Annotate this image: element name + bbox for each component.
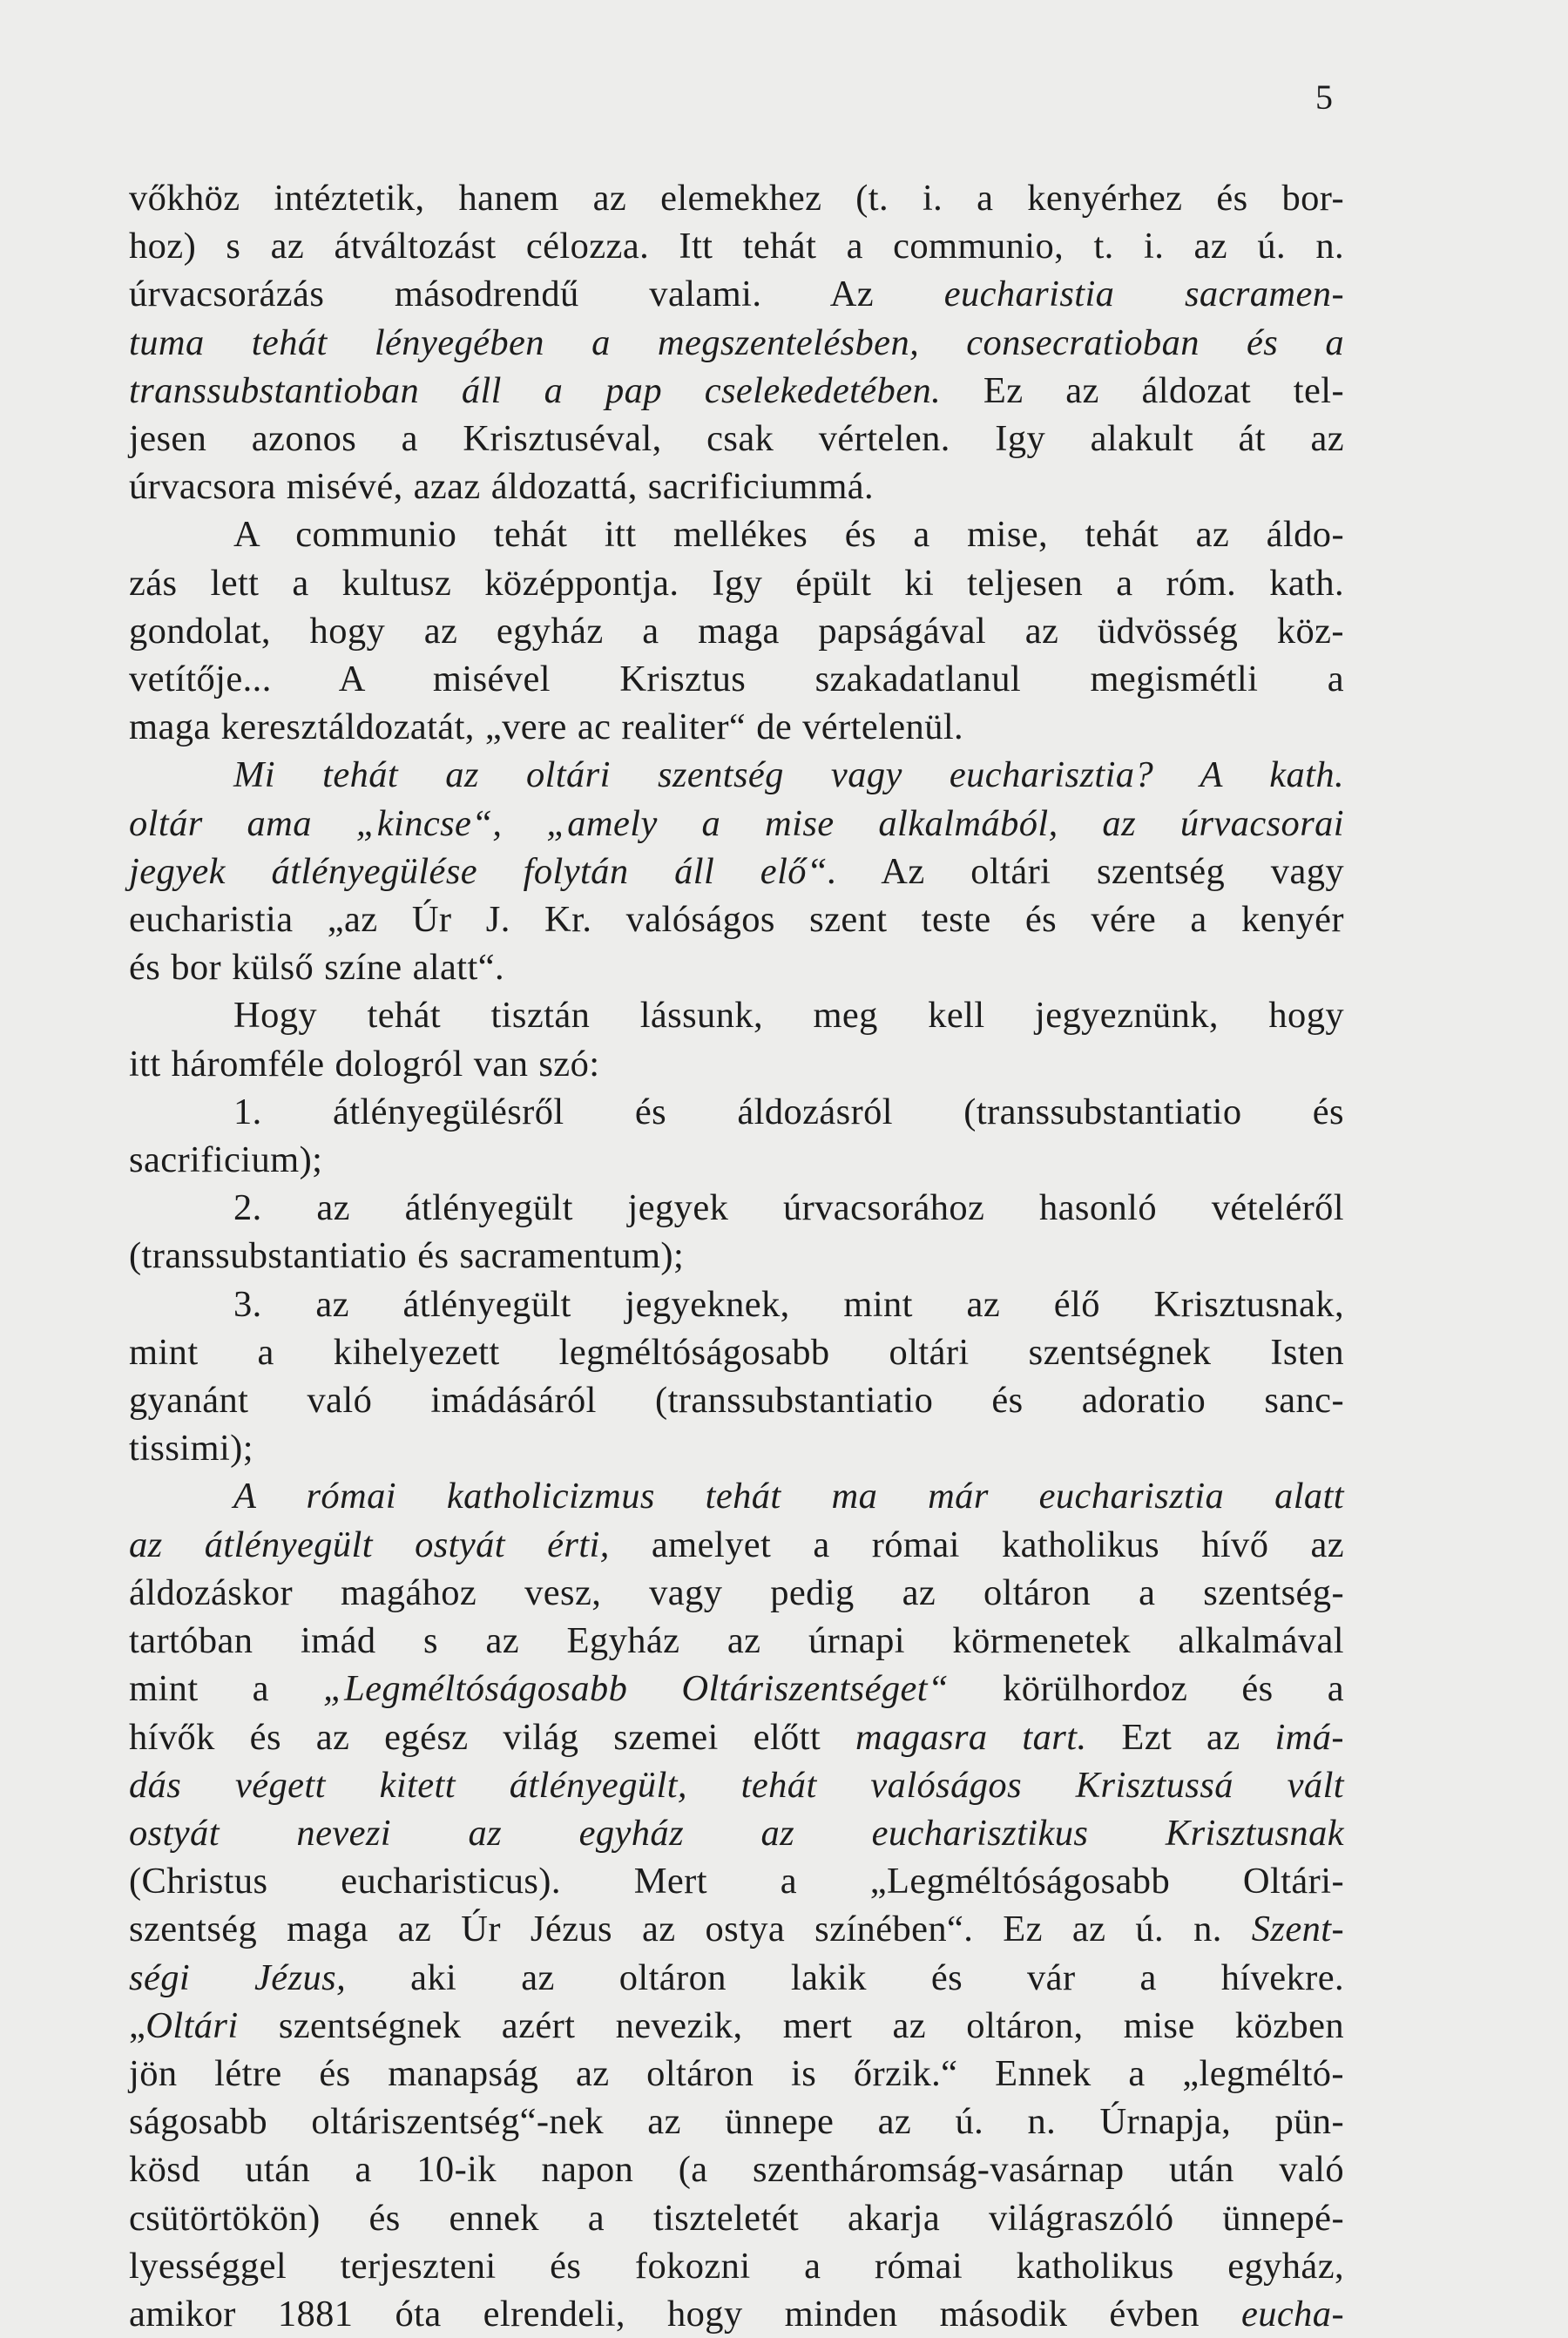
text-line [129, 1088, 1344, 1136]
text-line [129, 2002, 1344, 2050]
text-run: szentség maga az Úr Jézus az ostya színében“. Ez az ú. n. [129, 1909, 1252, 1950]
text-run: hívők és az egész világ szemei előtt [129, 1716, 855, 1758]
text-line [129, 415, 1344, 463]
text-line [129, 800, 1344, 848]
italic-text: „Legméltóságosabb Oltáriszentséget“ [323, 1668, 950, 1710]
text-line [129, 1232, 1344, 1280]
text-run: tissimi); [129, 1428, 253, 1470]
text-line [129, 270, 1344, 318]
text-line [129, 510, 1344, 558]
text-run: Ez az áldozat tel- [941, 369, 1344, 411]
text-line [129, 703, 1344, 751]
italic-text: tuma tehát lényegében a megszentelésben, consecratioban és a [129, 321, 1344, 363]
text-run: Az oltári szentség vagy [837, 850, 1345, 892]
text-run: aki az oltáron lakik és vár a hívekre. [346, 1956, 1344, 1998]
text-line [129, 1376, 1344, 1424]
text-line [129, 174, 1344, 222]
italic-text: eucha- [1240, 2293, 1344, 2335]
text-line [129, 559, 1344, 607]
text-line [129, 2098, 1344, 2145]
text-line [129, 1569, 1344, 1617]
text-line [129, 751, 1344, 799]
italic-text: az átlényegült ostyát érti, [129, 1524, 610, 1565]
text-line [129, 1328, 1344, 1376]
text-line [129, 1136, 1344, 1184]
text-run: körülhordoz és a [949, 1668, 1344, 1710]
text-run: amelyet a római katholikus hívő az [609, 1524, 1345, 1565]
text-run: úrvacsora misévé, azaz áldozattá, sacrificiummá. [129, 466, 875, 508]
text-line [129, 1713, 1344, 1761]
text-run: ságosabb oltáriszentség“-nek az ünnepe az ú. n. Úrnapja, pün- [129, 2101, 1344, 2143]
text-line [129, 1809, 1344, 1857]
text-line [129, 1954, 1344, 2002]
text-line [129, 222, 1344, 270]
text-run: szentségnek azért nevezik, mert az oltáron, mise közben [238, 2004, 1344, 2046]
text-run: itt háromféle dologról van szó: [129, 1043, 600, 1085]
text-run: (transsubstantiatio és sacramentum); [129, 1235, 685, 1277]
text-line [129, 607, 1344, 655]
text-line [129, 991, 1344, 1039]
text-run: Hogy tehát tisztán lássunk, meg kell jegyeznünk, hogy [233, 995, 1344, 1037]
italic-text: eucharistia sacramen- [943, 274, 1344, 315]
italic-text: transsubstantioban áll a pap cselekedetében. [129, 369, 942, 411]
text-line [129, 1424, 1344, 1472]
text-line [129, 848, 1344, 895]
text-run: vetítője... A misével Krisztus szakadatlanul megismétli a [129, 659, 1344, 700]
text-line [129, 1905, 1344, 1953]
text-line [129, 1665, 1344, 1713]
text-line [129, 319, 1344, 367]
text-line [129, 1040, 1344, 1088]
text-line [129, 2290, 1344, 2338]
text-run: (Christus eucharisticus). Mert a „Legméltóságosabb Oltári- [129, 1861, 1344, 1902]
italic-text: magasra tart. [855, 1716, 1087, 1758]
text-run: zás lett a kultusz középpontja. Igy épült ki teljesen a róm. kath. [129, 562, 1344, 604]
italic-text: A római katholicizmus tehát ma már eucharisztia alatt [233, 1476, 1344, 1517]
italic-text: jegyek átlényegülése folytán áll elő“. [129, 850, 837, 892]
text-run: mint a kihelyezett legméltóságosabb oltári szentségnek Isten [129, 1331, 1344, 1373]
italic-text: ostyát nevezi az egyház az eucharisztikus Krisztusnak [129, 1812, 1344, 1854]
text-run: áldozáskor magához vesz, vagy pedig az oltáron a szentség- [129, 1571, 1344, 1613]
text-line [129, 1617, 1344, 1665]
text-run: maga keresztáldozatát, „vere ac realiter“ de vértelenül. [129, 706, 964, 748]
italic-text: Szent- [1251, 1909, 1344, 1950]
text-line [129, 2050, 1344, 2098]
text-run: úrvacsorázás másodrendű valami. Az [129, 274, 944, 315]
text-run: csütörtökön) és ennek a tiszteletét akarja világraszóló ünnepé- [129, 2197, 1344, 2239]
text-run: kösd után a 10-ik napon (a szentháromság-vasárnap után való [129, 2149, 1344, 2191]
text-line [129, 1184, 1344, 1232]
text-run: „ [129, 2004, 146, 2046]
text-line [129, 1761, 1344, 1809]
text-run: eucharistia „az Úr J. Kr. valóságos szent teste és vére a kenyér [129, 899, 1344, 941]
text-line [129, 1857, 1344, 1905]
text-run: amikor 1881 óta elrendeli, hogy minden második évben [129, 2293, 1241, 2335]
text-line [129, 2242, 1344, 2290]
italic-text: imá- [1274, 1716, 1344, 1758]
text-line [129, 463, 1344, 510]
text-run: hoz) s az átváltozást célozza. Itt tehát a communio, t. i. az ú. n. [129, 226, 1344, 267]
text-line [129, 2194, 1344, 2242]
italic-text: Oltári [145, 2004, 239, 2046]
italic-text: dás végett kitett átlényegült, tehát valóságos Krisztussá vált [129, 1764, 1344, 1806]
text-run: 3. az átlényegült jegyeknek, mint az élő Krisztusnak, [233, 1283, 1344, 1325]
italic-text: ségi Jézus, [129, 1956, 347, 1998]
text-run: 2. az átlényegült jegyek úrvacsorához hasonló vételéről [233, 1187, 1344, 1229]
text-line [129, 1472, 1344, 1520]
text-run: A communio tehát itt mellékes és a mise, tehát az áldo- [233, 514, 1344, 556]
italic-text: oltár ama „kincse“, „amely a mise alkalmából, az úrvacsorai [129, 802, 1344, 844]
text-run: lyességgel terjeszteni és fokozni a római katholikus egyház, [129, 2245, 1344, 2287]
text-run: és bor külső színe alatt“. [129, 947, 505, 989]
text-run: jesen azonos a Krisztuséval, csak vértelen. Igy alakult át az [129, 418, 1344, 460]
italic-text: Mi tehát az oltári szentség vagy eucharisztia? A kath. [233, 754, 1344, 796]
text-line [129, 655, 1344, 703]
text-run: Ezt az [1086, 1716, 1275, 1758]
text-line [129, 943, 1344, 991]
text-line [129, 2145, 1344, 2193]
text-run: 1. átlényegülésről és áldozásról (transsubstantiatio és [233, 1091, 1344, 1132]
text-run: jön létre és manapság az oltáron is őrzik.“ Ennek a „legméltó- [129, 2052, 1344, 2094]
body-text [129, 174, 1344, 2338]
text-run: tartóban imád s az Egyház az úrnapi körmenetek alkalmával [129, 1620, 1344, 1662]
text-run: sacrificium); [129, 1139, 323, 1181]
text-run: mint a [129, 1668, 324, 1710]
page-number: 5 [1315, 78, 1333, 117]
text-line [129, 895, 1344, 943]
text-line [129, 1521, 1344, 1569]
text-line [129, 367, 1344, 415]
text-run: vőkhöz intéztetik, hanem az elemekhez (t. i. a kenyérhez és bor- [129, 178, 1344, 219]
text-run: gyanánt való imádásáról (transsubstantiatio és adoratio sanc- [129, 1380, 1344, 1422]
text-run: gondolat, hogy az egyház a maga papságával az üdvösség köz- [129, 610, 1344, 652]
text-line [129, 1280, 1344, 1328]
